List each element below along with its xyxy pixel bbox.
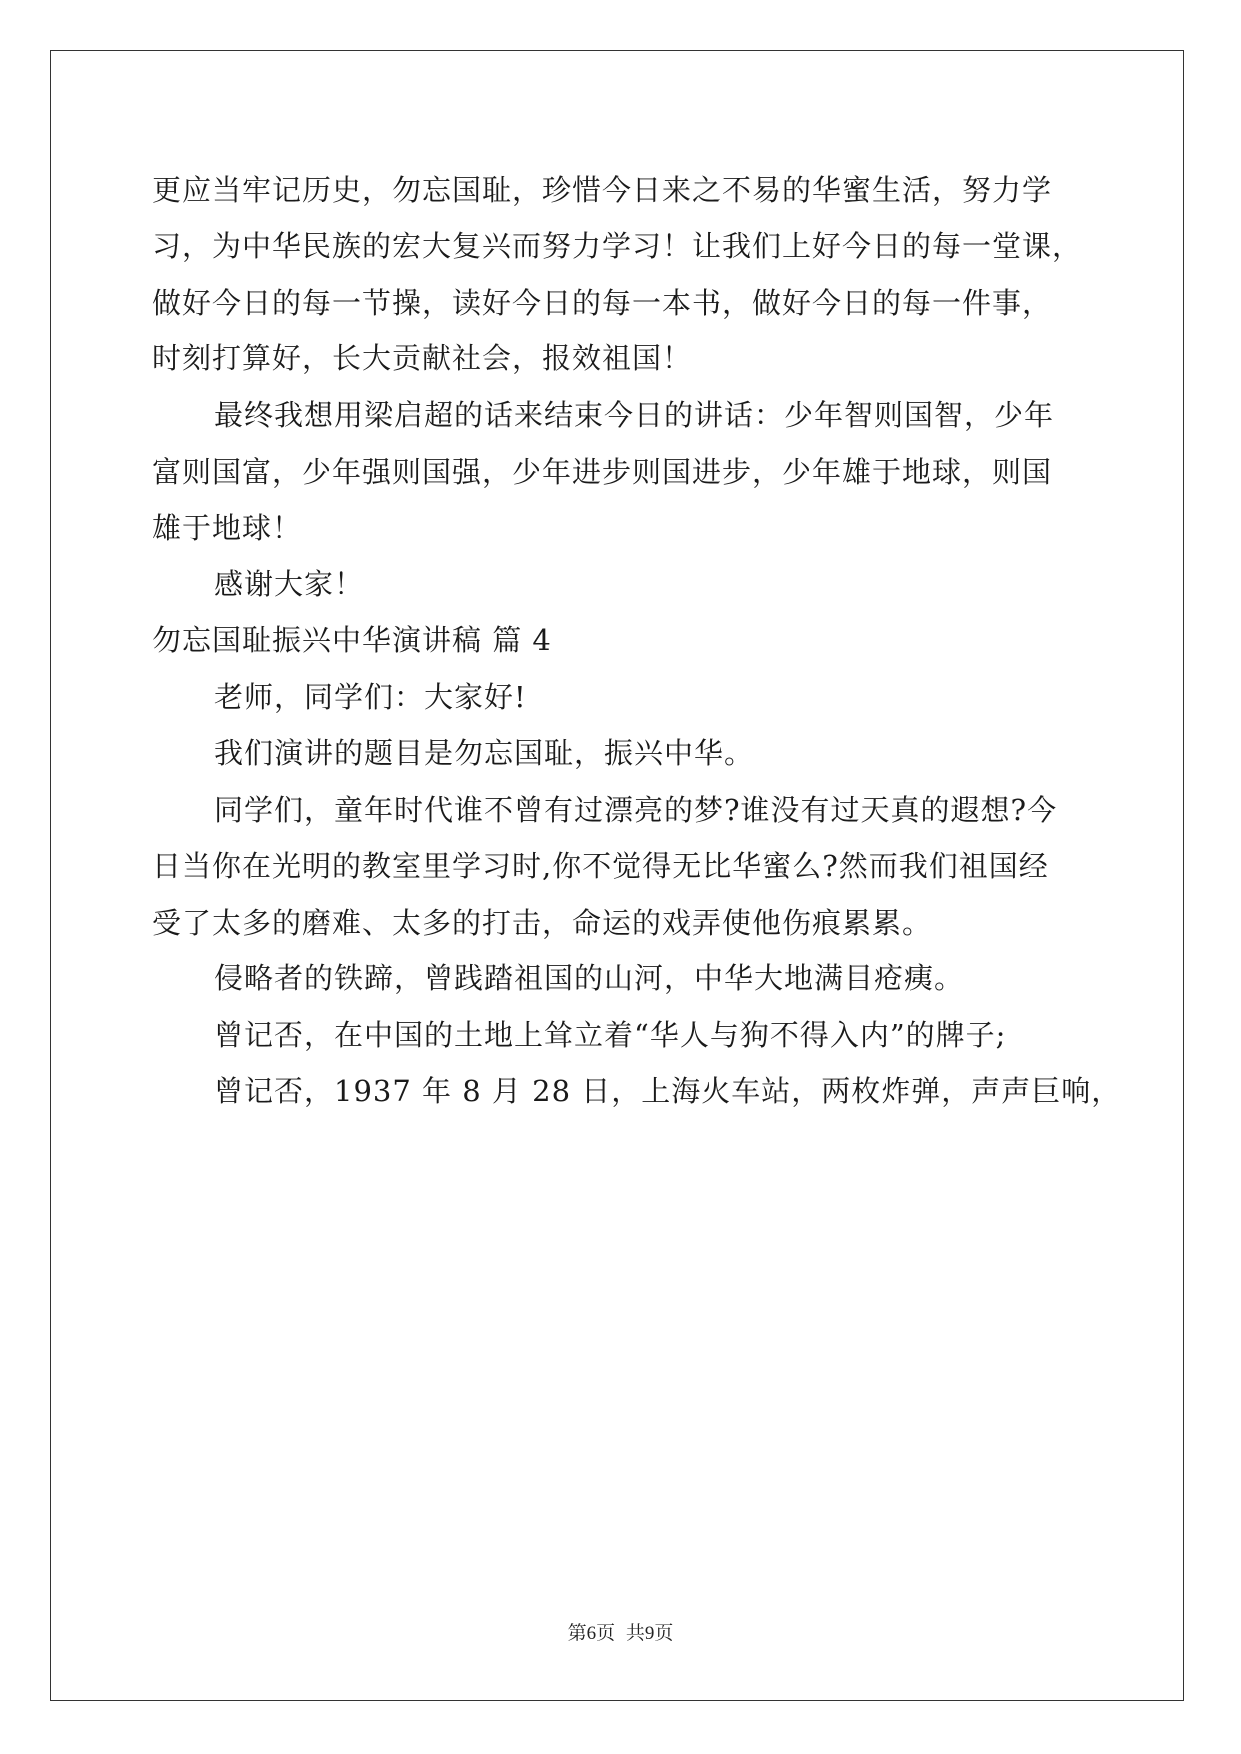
body-line: 日当你在光明的教室里学习时,你不觉得无比华蜜么?然而我们祖国经 <box>152 849 1049 883</box>
body-line: 曾记否，1937 年 8 月 28 日，上海火车站，两枚炸弹，声声巨响， <box>214 1074 1122 1108</box>
body-line: 做好今日的每一节操，读好今日的每一本书，做好今日的每一件事， <box>152 286 1053 320</box>
body-line: 侵略者的铁蹄，曾践踏祖国的山河，中华大地满目疮痍。 <box>214 961 965 995</box>
body-line: 更应当牢记历史，勿忘国耻，珍惜今日来之不易的华蜜生活，努力学 <box>152 173 1053 207</box>
page-number: 第6页 <box>567 1623 616 1644</box>
body-line: 我们演讲的题目是勿忘国耻，振兴中华。 <box>214 736 755 770</box>
body-line: 时刻打算好，长大贡献社会，报效祖国！ <box>152 341 693 375</box>
body-line: 曾记否，在中国的土地上耸立着“华人与狗不得入内”的牌子; <box>214 1018 1007 1052</box>
body-line: 受了太多的磨难、太多的打击，命运的戏弄使他伤痕累累。 <box>152 906 933 940</box>
body-line: 雄于地球！ <box>152 511 303 545</box>
page-total: 共9页 <box>625 1623 674 1644</box>
page-footer <box>0 1618 1241 1645</box>
body-line: 感谢大家！ <box>214 567 365 601</box>
body-line: 同学们，童年时代谁不曾有过漂亮的梦?谁没有过天真的遐想?今 <box>214 793 1058 827</box>
section-heading: 勿忘国耻振兴中华演讲稿 篇 4 <box>152 623 552 657</box>
body-line: 富则国富，少年强则国强，少年进步则国进步，少年雄于地球，则国 <box>152 455 1053 489</box>
body-line: 老师，同学们：大家好! <box>214 680 527 714</box>
body-line: 习，为中华民族的宏大复兴而努力学习！让我们上好今日的每一堂课， <box>152 229 1083 263</box>
body-line: 最终我想用梁启超的话来结束今日的讲话：少年智则国智，少年 <box>214 398 1055 432</box>
